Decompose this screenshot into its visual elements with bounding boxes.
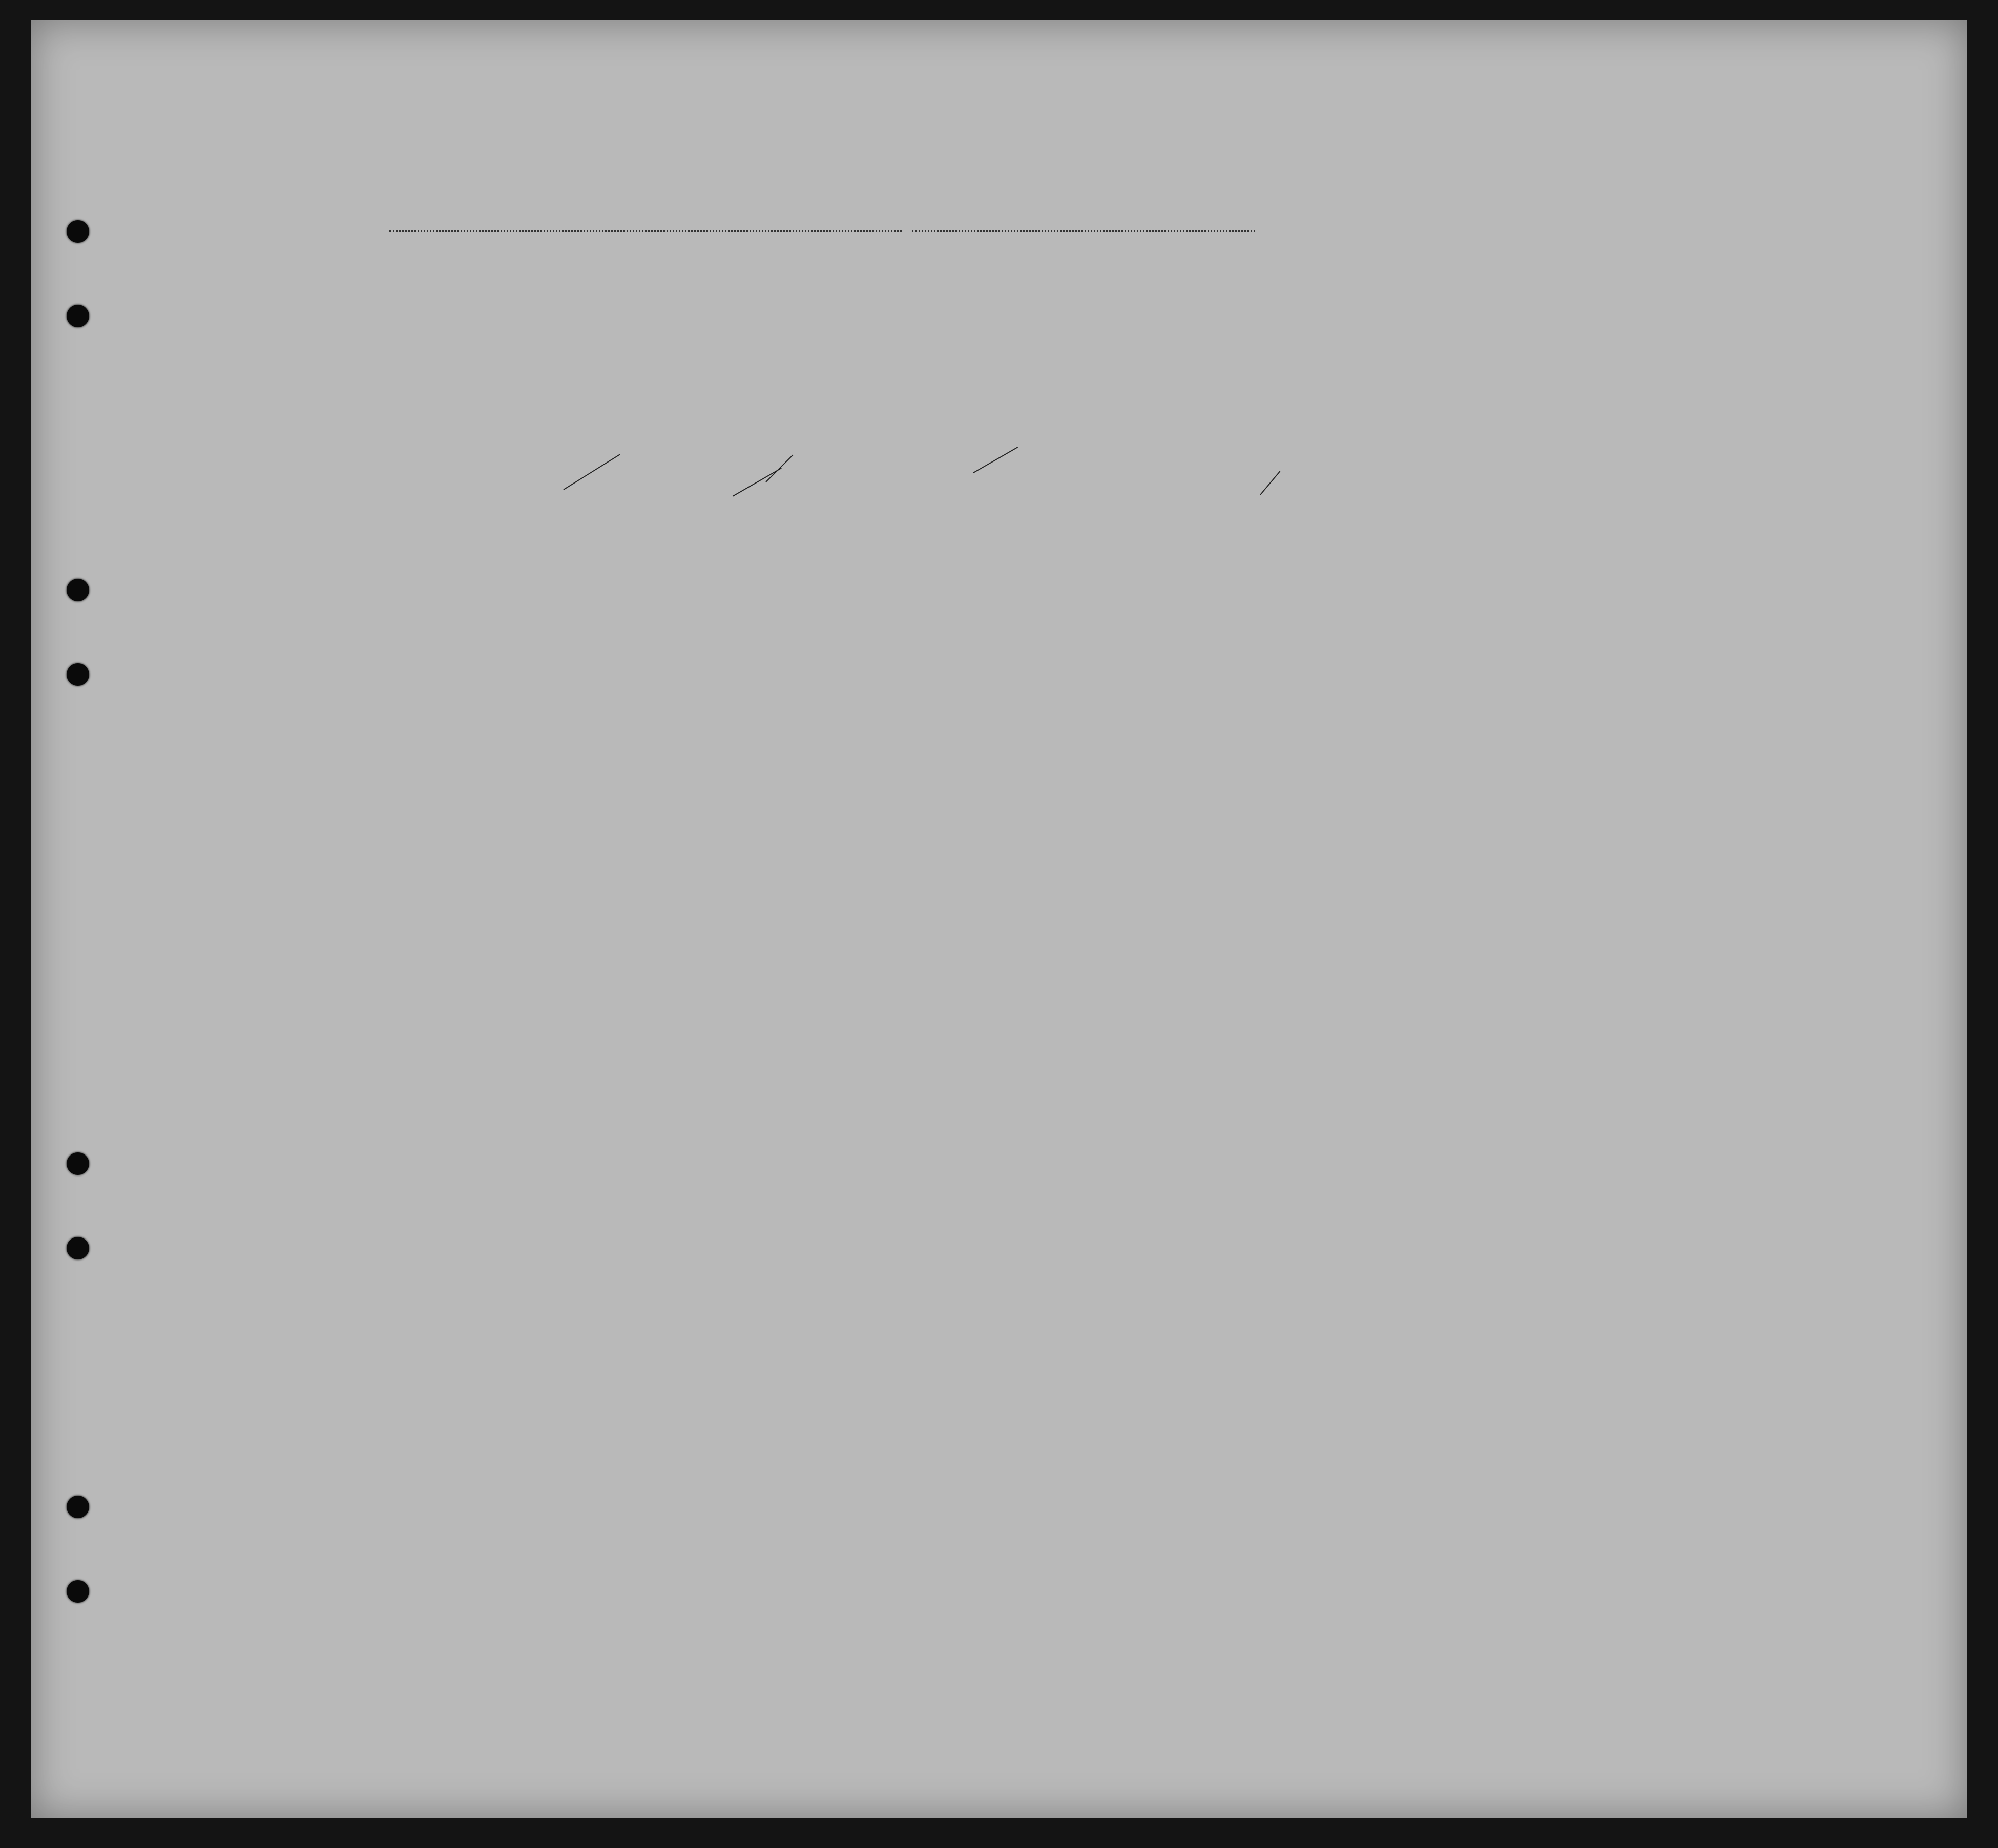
manifest-sheet <box>31 20 1967 1818</box>
manifest-grid <box>31 20 1967 1818</box>
